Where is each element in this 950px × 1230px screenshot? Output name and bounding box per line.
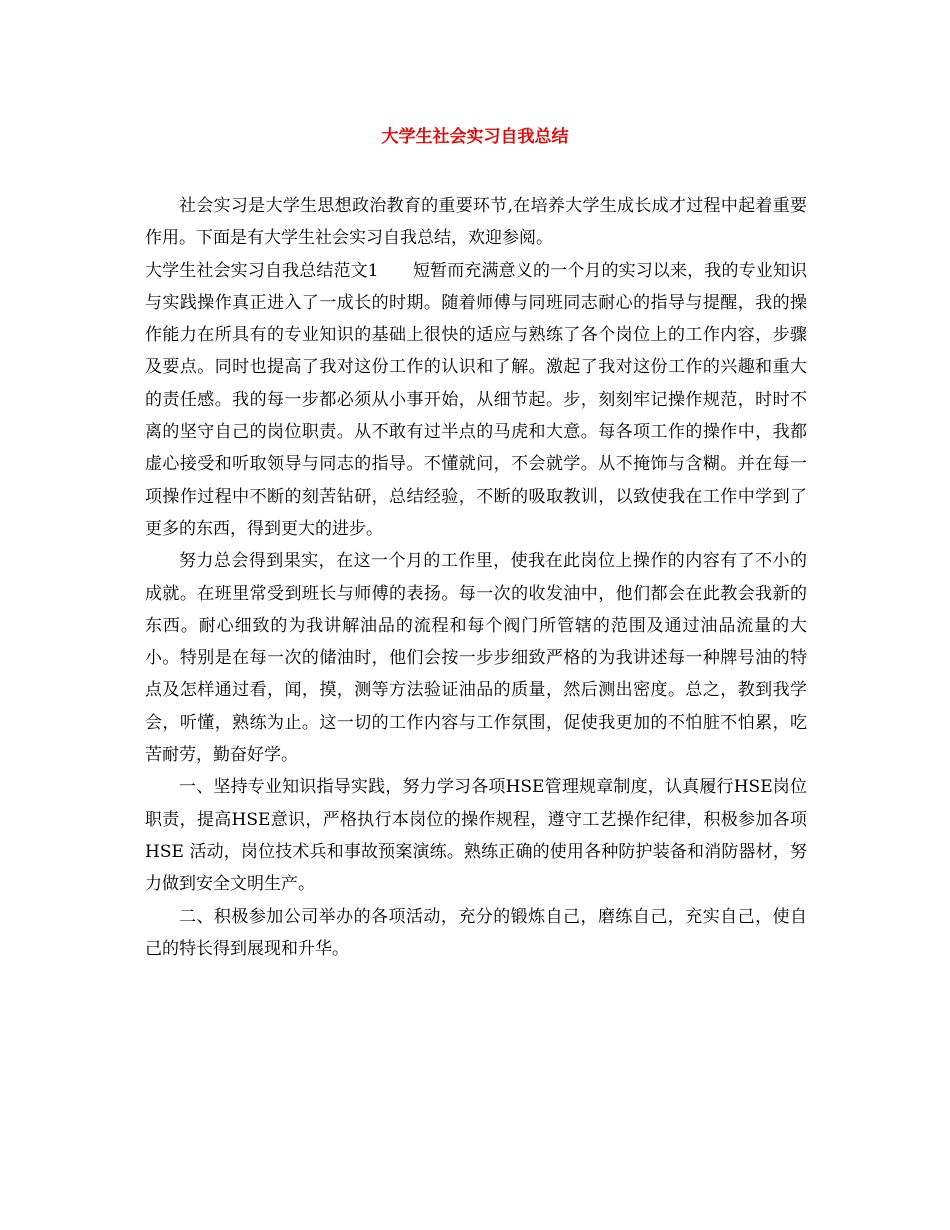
document-body bbox=[145, 190, 807, 965]
paragraph-point-2: 二、积极参加公司举办的各项活动，充分的锻炼自己，磨练自己，充实自己，使自己的特长得到展现和升华。 bbox=[145, 906, 807, 959]
document-title: 大学生社会实习自我总结 bbox=[381, 127, 569, 147]
paragraph-sample-1: 大学生社会实习自我总结范文1 短暂而充满意义的一个月的实习以来，我的专业知识与实践操作真正进入了一成长的时期。随着师傅与同班同志耐心的指导与提醒，我的操作能力在所具有的专业知识的基础上很快的适应与熟练了各个岗位上的工作内容，步骤及要点。同时也提高了我对这份工作的认识和了解。激起了我对这份工作的兴趣和重大的责任感。我的每一步都必须从小事开始，从细节起。步，刻刻牢记操作规范，时时不离的坚守自己的岗位职责。从不敢有过半点的马虎和大意。每各项工作的操作中，我都虚心接受和听取领导与同志的指导。不懂就问，不会就学。从不掩饰与含糊。并在每一项操作过程中不断的刻苦钻研，总结经验，不断的吸取教训，以致使我在工作中学到了更多的东西，得到更大的进步。 bbox=[145, 260, 807, 539]
paragraph-results: 努力总会得到果实，在这一个月的工作里，使我在此岗位上操作的内容有了不小的成就。在班里常受到班长与师傅的表扬。每一次的收发油中，他们都会在此教会我新的东西。耐心细致的为我讲解油品的流程和每个阀门所管辖的范围及通过油品流量的大小。特别是在每一次的储油时，他们会按一步步细致严格的为我讲述每一种牌号油的特点及怎样通过看，闻，摸，测等方法验证油品的质量，然后测出密度。总之，教到我学会，听懂，熟练为止。这一切的工作内容与工作氛围，促使我更加的不怕脏不怕累，吃苦耐劳，勤奋好学。 bbox=[145, 551, 807, 766]
paragraph-point-1: 一、坚持专业知识指导实践，努力学习各项HSE管理规章制度，认真履行HSE岗位职责，提高HSE意识，严格执行本岗位的操作规程，遵守工艺操作纪律，积极参加各项HSE 活动，岗位技术兵和事故预案演练。熟练正确的使用各种防护装备和消防器材，努力做到安全文明生产。 bbox=[145, 777, 807, 895]
paragraph-intro: 社会实习是大学生思想政治教育的重要环节,在培养大学生成长成才过程中起着重要作用。下面是有大学生社会实习自我总结，欢迎参阅。 bbox=[145, 196, 807, 249]
